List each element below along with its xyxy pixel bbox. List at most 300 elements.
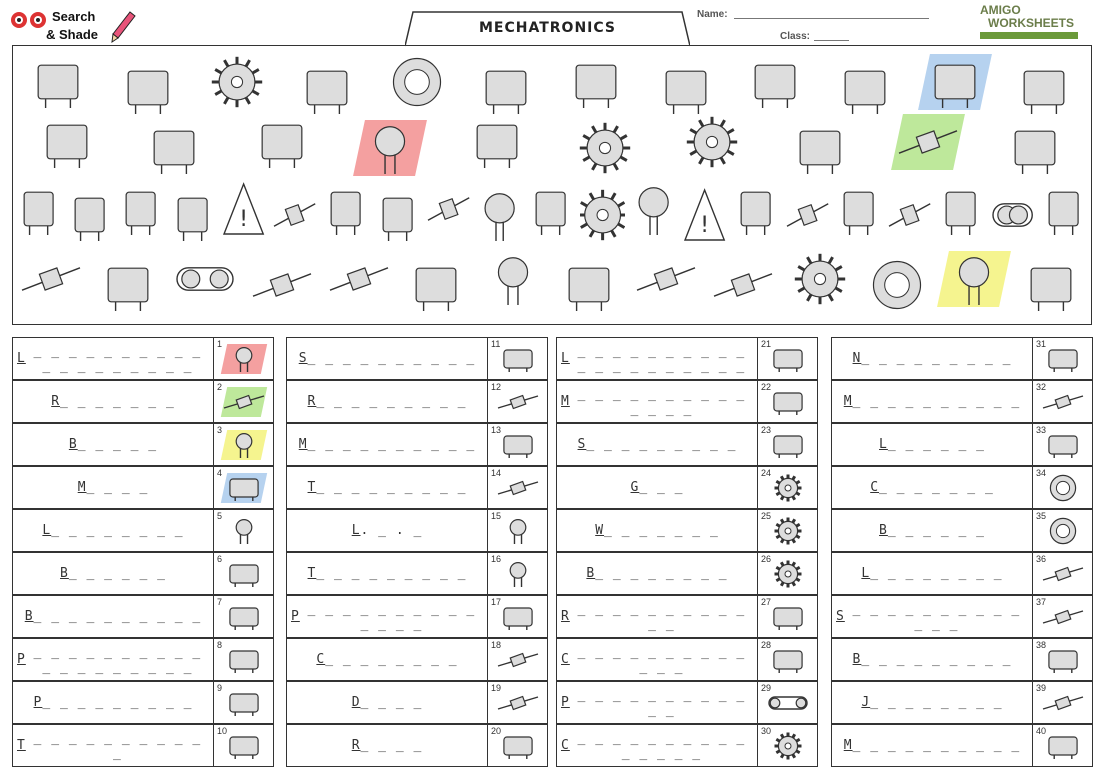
answer-row (556, 337, 818, 380)
answer-hint[interactable] (832, 682, 1032, 723)
answer-image (487, 596, 548, 637)
answer-blanks: _ _ _ _ _ _ _ _ _ _ _ _ _ _ _ _ _ _ _ (33, 644, 202, 675)
picture-item[interactable] (1004, 120, 1066, 176)
picture-item[interactable] (296, 60, 358, 116)
picture-item[interactable] (174, 251, 236, 307)
answer-image (487, 510, 548, 551)
answer-number: 24 (761, 468, 772, 478)
battery-clip-icon (836, 181, 881, 237)
diode-icon (496, 688, 540, 718)
pcb-icon (938, 181, 983, 237)
answer-blanks: _ _ _ _ _ _ _ _ (51, 523, 184, 538)
picture-item[interactable] (466, 114, 528, 170)
potentiometer-icon (789, 120, 851, 176)
first-letter: B (879, 523, 888, 538)
name-field[interactable] (697, 9, 929, 20)
answer-row (831, 337, 1093, 380)
microswitch-icon (496, 430, 540, 460)
name-line[interactable] (734, 18, 929, 19)
bevel-gear-icon (206, 54, 268, 110)
picture-item[interactable] (170, 187, 215, 243)
electrolytic-capacitor-icon (496, 645, 540, 675)
answer-number: 11 (491, 339, 501, 349)
first-letter: R (351, 738, 361, 753)
jack-lead-icon (1041, 688, 1085, 718)
class-field[interactable] (780, 31, 849, 42)
answer-hint[interactable] (557, 467, 757, 508)
answer-blanks: _ _ _ _ _ _ _ _ _ _ _ _ (577, 687, 746, 718)
answer-image (757, 338, 818, 379)
picture-item[interactable] (27, 54, 89, 110)
picture-item[interactable] (67, 187, 112, 243)
answer-row (286, 423, 548, 466)
answer-hint[interactable] (557, 596, 757, 637)
battery-clip-icon (222, 602, 266, 632)
answer-hint[interactable] (832, 338, 1032, 379)
first-letter: L (561, 351, 570, 366)
answer-hint[interactable] (832, 424, 1032, 465)
answer-image (1032, 553, 1093, 594)
first-letter: B (24, 609, 34, 624)
picture-item[interactable] (482, 251, 544, 307)
first-letter: J (861, 695, 871, 710)
picture-item[interactable] (386, 54, 448, 110)
pulley-belt-icon (174, 251, 236, 307)
picture-item[interactable] (97, 257, 159, 313)
answer-hint[interactable] (557, 682, 757, 723)
spur-gear-icon (574, 120, 636, 176)
answer-number: 14 (491, 468, 502, 478)
picture-item[interactable] (887, 187, 932, 243)
first-letter: M (77, 480, 87, 495)
first-letter: N (852, 351, 862, 366)
electrolytic-capacitor-icon (712, 257, 774, 313)
first-letter: B (60, 566, 69, 581)
answer-image (757, 596, 818, 637)
picture-item[interactable] (405, 257, 467, 313)
answer-hint[interactable] (13, 510, 213, 551)
answer-hint[interactable] (557, 424, 757, 465)
chain-sprocket-icon (681, 114, 743, 170)
worm-gear-icon (789, 251, 851, 307)
picture-item[interactable] (528, 181, 573, 237)
brand-line2: WORKSHEETS (988, 16, 1075, 30)
picture-item[interactable] (631, 181, 676, 237)
picture-item[interactable] (836, 181, 881, 237)
flammable-sign-icon (682, 187, 727, 243)
slide-switch-icon (496, 344, 540, 374)
class-label: Class: (780, 31, 811, 42)
answer-blanks: _ _ _ _ _ _ _ _ _ _ _ _ (577, 601, 746, 632)
microswitch-icon (27, 54, 89, 110)
picture-item[interactable] (20, 251, 82, 307)
picture-item[interactable] (635, 251, 697, 307)
picture-item[interactable] (834, 60, 896, 116)
picture-item[interactable] (789, 120, 851, 176)
answer-hint[interactable] (832, 639, 1032, 680)
picture-item[interactable] (1013, 60, 1075, 116)
first-letter: L (879, 437, 888, 452)
first-letter: M (843, 738, 853, 753)
answer-hint[interactable] (557, 639, 757, 680)
answer-number: 5 (217, 511, 223, 521)
lead-screw-icon (1041, 559, 1085, 589)
answer-image (487, 424, 548, 465)
answer-blanks: _ _ _ _ _ _ _ _ (870, 566, 1003, 581)
first-letter: T (307, 480, 317, 495)
answer-blanks: _ _ _ _ _ _ _ (604, 523, 719, 538)
picture-item[interactable] (221, 181, 266, 237)
answer-image (213, 510, 274, 551)
pcb-icon (222, 645, 266, 675)
answer-column (286, 337, 548, 767)
battery-icon (222, 559, 266, 589)
buzzer-icon (943, 251, 1005, 307)
picture-item[interactable] (744, 54, 806, 110)
answer-hint[interactable] (832, 553, 1032, 594)
answer-hint[interactable] (557, 338, 757, 379)
answer-row (286, 595, 548, 638)
answer-blanks: _ _ _ _ _ _ _ _ (595, 566, 728, 581)
screw-icon (251, 257, 313, 313)
picture-item[interactable] (359, 120, 421, 176)
picture-item[interactable] (682, 187, 727, 243)
answer-number: 13 (491, 425, 502, 435)
answer-hint[interactable] (13, 596, 213, 637)
answer-image (213, 553, 274, 594)
answer-blanks: _ _ _ _ _ _ _ _ (870, 695, 1003, 710)
jack-lead-icon (272, 187, 317, 243)
picture-item[interactable] (323, 181, 368, 237)
first-letter: C (561, 652, 570, 667)
motor-icon (924, 54, 986, 110)
answer-row (12, 466, 274, 509)
answer-column (12, 337, 274, 767)
answer-image (757, 725, 818, 766)
first-letter: S (298, 351, 308, 366)
picture-item[interactable] (475, 60, 537, 116)
bearing-icon (866, 257, 928, 313)
answer-number: 8 (217, 640, 223, 650)
answer-blanks: _ _ _ _ _ _ (887, 437, 985, 452)
answer-image (213, 725, 274, 766)
wrench-icon (16, 181, 61, 237)
lead-screw-icon (635, 251, 697, 307)
answer-hint[interactable] (13, 725, 213, 766)
bolt-nut-icon (1041, 344, 1085, 374)
answer-blanks: _ _ _ _ _ _ _ (879, 480, 994, 495)
first-letter: T (17, 738, 26, 753)
answer-hint[interactable] (287, 596, 487, 637)
answer-blanks: _ _ _ _ _ _ _ _ _ (316, 480, 467, 495)
picture-item[interactable] (580, 187, 625, 243)
answer-hint[interactable] (13, 381, 213, 422)
answer-image (757, 682, 818, 723)
answer-hint[interactable] (13, 467, 213, 508)
answer-blanks: _ _ _ _ _ _ _ _ _ (316, 566, 467, 581)
shaft-coupling-icon (1041, 473, 1085, 503)
bolt-nut-icon (744, 54, 806, 110)
answer-row (831, 552, 1093, 595)
first-letter: M (843, 394, 853, 409)
soldering-iron-icon (20, 251, 82, 307)
picture-item[interactable] (118, 181, 163, 237)
answer-image (213, 639, 274, 680)
answer-row (12, 380, 274, 423)
answer-row (12, 423, 274, 466)
gear-train-icon (580, 187, 625, 243)
relay-icon (496, 731, 540, 761)
answer-image (487, 639, 548, 680)
rack-pinion-icon (766, 602, 810, 632)
multimeter-icon (1041, 731, 1085, 761)
answer-row (556, 509, 818, 552)
answer-row (556, 638, 818, 681)
answer-row (12, 552, 274, 595)
answer-row (831, 681, 1093, 724)
answer-hint[interactable] (287, 682, 487, 723)
rack-pinion-icon (834, 60, 896, 116)
answer-number: 25 (761, 511, 772, 521)
logo-line1: Search (52, 9, 96, 24)
picture-item[interactable] (924, 54, 986, 110)
breadboard-icon (117, 60, 179, 116)
picture-item[interactable] (785, 187, 830, 243)
first-letter: R (51, 394, 61, 409)
cam-follower-icon (766, 645, 810, 675)
picture-item[interactable] (943, 251, 1005, 307)
answer-hint[interactable] (287, 424, 487, 465)
answer-hint[interactable] (13, 553, 213, 594)
answer-row (286, 466, 548, 509)
screwdriver-icon (426, 181, 471, 237)
picture-item[interactable] (712, 257, 774, 313)
picture-item[interactable] (143, 120, 205, 176)
answer-hint[interactable] (557, 510, 757, 551)
answer-row (12, 509, 274, 552)
bearing-icon (1041, 516, 1085, 546)
eyes-logo-icon (10, 10, 50, 30)
answer-row (286, 638, 548, 681)
answer-row (12, 595, 274, 638)
first-letter: L (17, 351, 26, 366)
picture-item[interactable] (16, 181, 61, 237)
answer-number: 2 (217, 382, 223, 392)
shaft-coupling-icon (386, 54, 448, 110)
first-letter: G (630, 480, 640, 495)
transistor-icon (477, 187, 522, 243)
answer-row (831, 466, 1093, 509)
breadboard-icon (1041, 645, 1085, 675)
answer-blanks: _ _ _ _ _ _ _ _ _ _ (33, 609, 202, 624)
answer-number: 26 (761, 554, 772, 564)
answer-blanks: _ _ _ _ _ _ _ _ _ _ _ _ _ _ _ (577, 730, 746, 761)
soldering-iron-icon (1041, 602, 1085, 632)
answer-blanks: _ _ _ _ _ _ _ _ _ _ _ _ _ _ (307, 601, 476, 632)
picture-item[interactable] (938, 181, 983, 237)
answer-image (1032, 467, 1093, 508)
answer-hint[interactable] (287, 381, 487, 422)
answer-blanks: _ _ _ _ _ (77, 437, 158, 452)
brand-line1: AMIGO (980, 3, 1021, 17)
answer-hint[interactable] (287, 510, 487, 551)
ldr-icon (496, 516, 540, 546)
picture-item[interactable] (681, 114, 743, 170)
first-letter: S (577, 437, 587, 452)
answer-hint[interactable] (557, 553, 757, 594)
first-letter: D (351, 695, 361, 710)
answer-hint[interactable] (13, 424, 213, 465)
pliers-icon (466, 114, 528, 170)
answer-row (556, 466, 818, 509)
bracket-icon (1041, 430, 1085, 460)
search-shade-logo (10, 8, 135, 46)
answer-blanks: _ _ _ _ (360, 738, 423, 753)
potentiometer-icon (496, 602, 540, 632)
answer-blanks: _ _ _ _ _ _ _ _ _ _ (307, 351, 476, 366)
picture-item[interactable] (789, 251, 851, 307)
answer-image (1032, 338, 1093, 379)
answer-hint[interactable] (832, 510, 1032, 551)
warning-sign-icon (221, 181, 266, 237)
first-letter: W (595, 523, 605, 538)
soldering-icon (170, 187, 215, 243)
answer-number: 9 (217, 683, 223, 693)
answer-row (556, 595, 818, 638)
servo-icon (558, 257, 620, 313)
answer-row (12, 681, 274, 724)
answer-hint[interactable] (832, 725, 1032, 766)
cam-follower-icon (375, 187, 420, 243)
answer-row (286, 380, 548, 423)
answer-image (213, 424, 274, 465)
answer-image (757, 467, 818, 508)
answer-row (831, 595, 1093, 638)
answer-number: 1 (217, 339, 223, 349)
first-letter: T (307, 566, 317, 581)
answer-hint[interactable] (832, 596, 1032, 637)
picture-item[interactable] (990, 187, 1035, 243)
answer-image (487, 467, 548, 508)
answer-image (213, 338, 274, 379)
class-line[interactable] (814, 40, 849, 41)
answer-hint[interactable] (557, 381, 757, 422)
picture-item[interactable] (866, 257, 928, 313)
answer-blanks: _ _ _ _ _ _ _ _ _ (42, 695, 193, 710)
answer-number: 27 (761, 597, 772, 607)
answer-row (286, 552, 548, 595)
bulb-icon (222, 516, 266, 546)
picture-item[interactable] (655, 60, 717, 116)
answer-hint[interactable] (832, 467, 1032, 508)
answer-blanks: _ _ _ _ _ _ _ _ _ _ _ _ _ (577, 644, 746, 675)
wire-stripper-icon (323, 181, 368, 237)
picture-item[interactable] (565, 54, 627, 110)
answer-row (831, 423, 1093, 466)
answer-blanks: _ _ _ _ _ _ _ (60, 394, 175, 409)
answer-image (1032, 424, 1093, 465)
answer-number: 38 (1036, 640, 1047, 650)
answer-row (556, 423, 818, 466)
answer-hint[interactable] (287, 639, 487, 680)
answer-image (757, 510, 818, 551)
picture-item[interactable] (251, 114, 313, 170)
picture-item[interactable] (574, 120, 636, 176)
answer-image (757, 381, 818, 422)
answer-hint[interactable] (287, 553, 487, 594)
answer-number: 19 (491, 683, 502, 693)
answer-image (213, 381, 274, 422)
answer-row (831, 380, 1093, 423)
picture-item[interactable] (1041, 181, 1086, 237)
answer-number: 12 (491, 382, 502, 392)
answer-row (556, 724, 818, 767)
answer-hint[interactable] (557, 725, 757, 766)
picture-item[interactable] (206, 54, 268, 110)
answer-hint[interactable] (13, 682, 213, 723)
answer-image (1032, 596, 1093, 637)
first-letter: M (561, 394, 570, 409)
picture-item[interactable] (375, 187, 420, 243)
svg-text:!: ! (239, 205, 249, 232)
answer-hint[interactable] (287, 725, 487, 766)
picture-item[interactable] (477, 187, 522, 243)
picture-item[interactable] (733, 181, 778, 237)
answer-number: 6 (217, 554, 223, 564)
answer-number: 28 (761, 640, 772, 650)
answer-image (213, 467, 274, 508)
answer-image (487, 381, 548, 422)
picture-item[interactable] (1020, 257, 1082, 313)
answer-hint[interactable] (287, 338, 487, 379)
picture-item[interactable] (36, 114, 98, 170)
answer-number: 34 (1036, 468, 1047, 478)
answer-row (831, 724, 1093, 767)
craft-knife-icon (36, 114, 98, 170)
chain-sprocket-icon (766, 731, 810, 761)
answer-number: 40 (1036, 726, 1047, 736)
picture-item[interactable] (272, 187, 317, 243)
picture-item[interactable] (251, 257, 313, 313)
answer-hint[interactable] (832, 381, 1032, 422)
diode-icon (887, 187, 932, 243)
answer-hint[interactable] (287, 467, 487, 508)
answer-number: 23 (761, 425, 772, 435)
picture-item[interactable] (558, 257, 620, 313)
picture-item[interactable] (117, 60, 179, 116)
led-icon (222, 344, 266, 374)
answer-image (757, 424, 818, 465)
first-letter: P (561, 695, 570, 710)
answer-number: 22 (761, 382, 772, 392)
picture-item[interactable] (897, 114, 959, 170)
first-letter: R (561, 609, 570, 624)
answer-number: 36 (1036, 554, 1047, 564)
picture-item[interactable] (328, 251, 390, 307)
answer-blanks: . _ . _ (360, 523, 423, 538)
first-letter: P (33, 695, 43, 710)
multimeter-icon (565, 54, 627, 110)
picture-item[interactable] (426, 181, 471, 237)
push-switch-icon (528, 181, 573, 237)
resistor-icon (897, 114, 959, 170)
answer-row (831, 509, 1093, 552)
battery-icon (475, 60, 537, 116)
bevel-gear-icon (766, 559, 810, 589)
answer-hint[interactable] (13, 639, 213, 680)
answer-row (12, 337, 274, 380)
answer-hint[interactable] (13, 338, 213, 379)
